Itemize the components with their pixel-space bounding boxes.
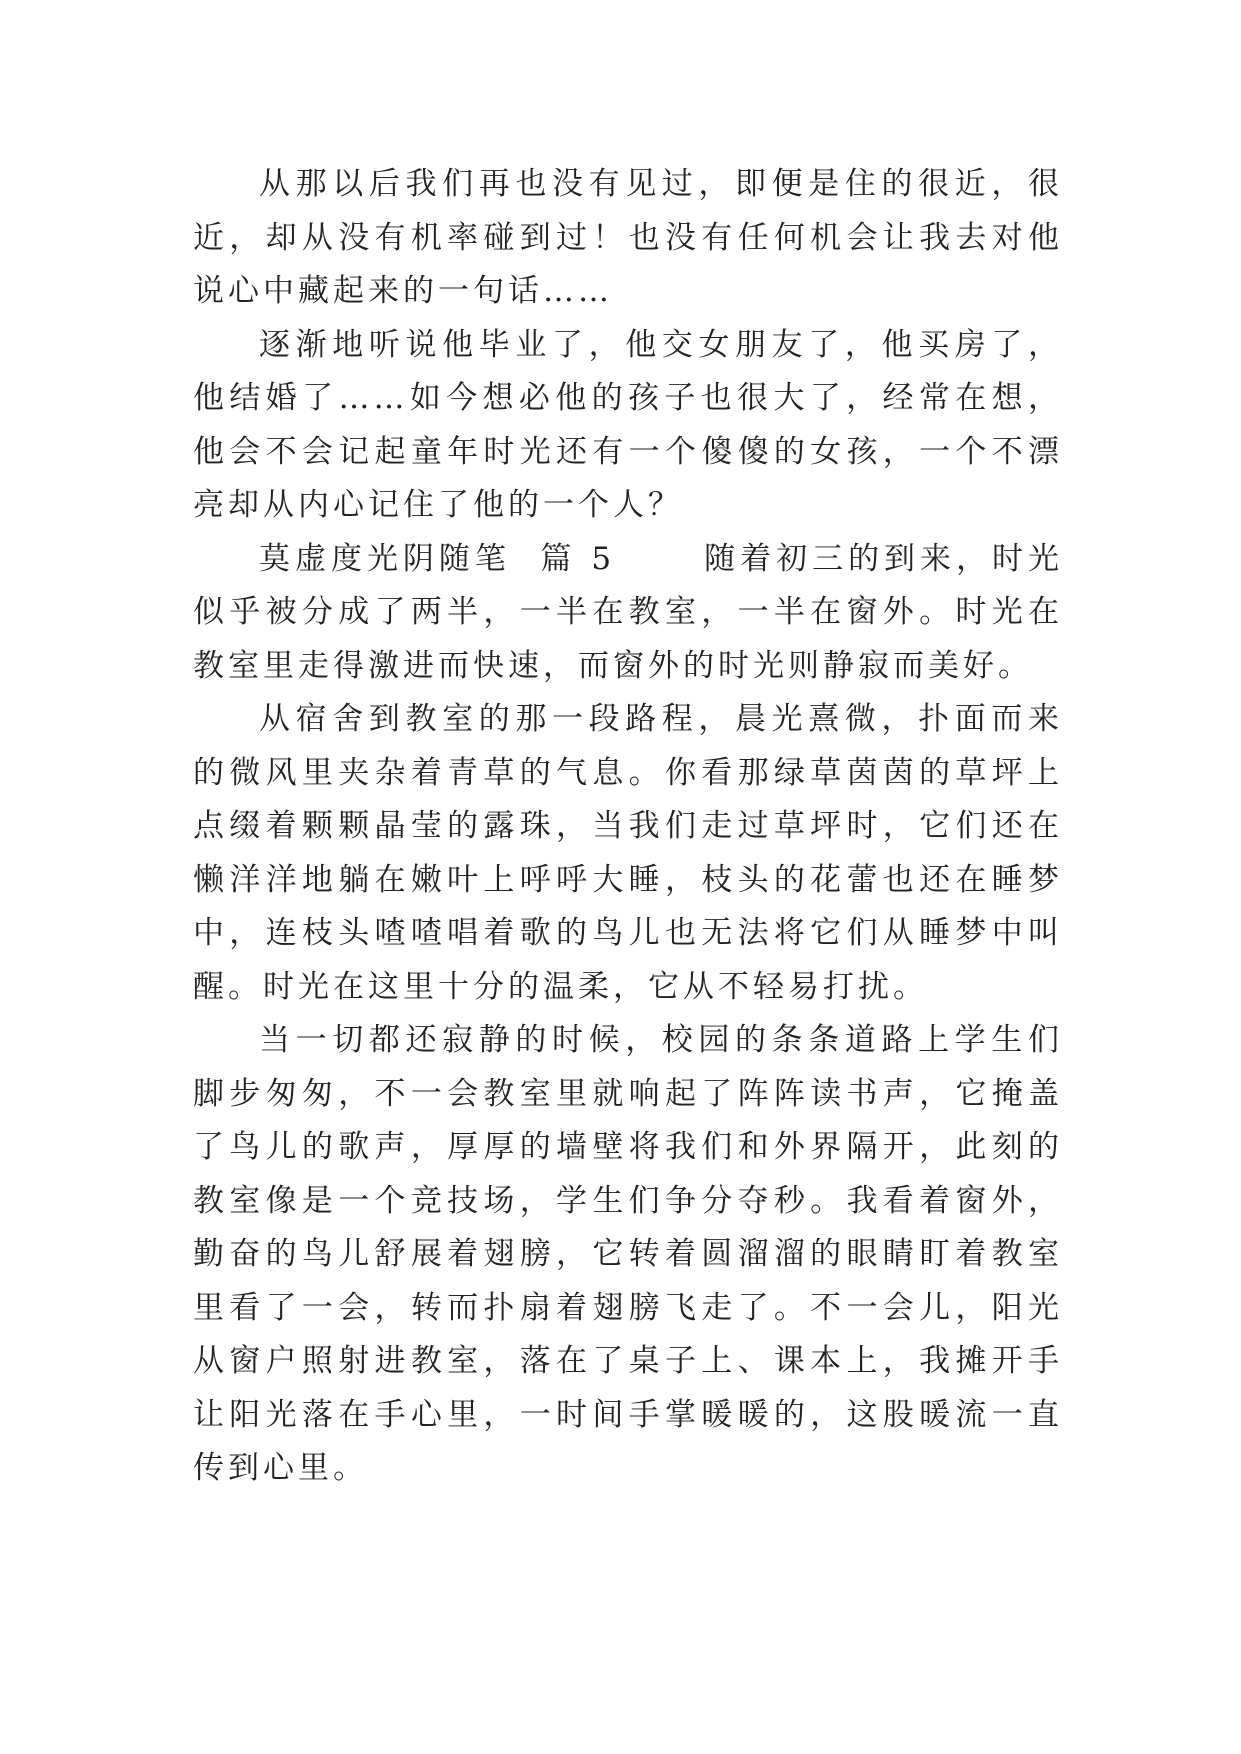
document-body [193,158,1063,1496]
paragraph-5: 当一切都还寂静的时候，校园的条条道路上学生们脚步匆匆，不一会教室里就响起了阵阵读书声，它掩盖了鸟儿的歌声，厚厚的墙壁将我们和外界隔开，此刻的教室像是一个竞技场，学生们争分夺秒。我看着窗外， 勤奋的鸟儿舒展着翅膀，它转着圆溜溜的眼睛盯着教室里看了一会，转而扑扇着翅膀飞走了。不一会儿，阳光从窗户照射进教室，落在了桌子上、课本上，我摊开手让阳光落在手心里，一时间手掌暖暖的，这股暖流一直传到心里。 [193,1022,1063,1486]
paragraph-3: 莫虚度光阴随笔 篇 5 随着初三的到来，时光似乎被分成了两半，一半在教室，一半在窗外。时光在教室里走得激进而快速，而窗外的时光则静寂而美好。 [193,540,1063,684]
paragraph-2: 逐渐地听说他毕业了，他交女朋友了，他买房了，他结婚了……如今想必他的孩子也很大了，经常在想，他会不会记起童年时光还有一个傻傻的女孩，一个不漂亮却从内心记住了他的一个人？ [193,326,1063,523]
paragraph-4: 从宿舍到教室的那一段路程，晨光熹微，扑面而来的微风里夹杂着青草的气息。你看那绿草茵茵的草坪上点缀着颗颗晶莹的露珠，当我们走过草坪时，它们还在懒洋洋地躺在嫩叶上呼呼大睡，枝头的花蕾也还在睡梦中，连枝头喳喳唱着歌的鸟儿也无法将它们从睡梦中叫醒。时光在这里十分的温柔，它从不轻易打扰。 [193,701,1063,1005]
paragraph-1: 从那以后我们再也没有见过，即便是住的很近，很近，却从没有机率碰到过！也没有任何机会让我去对他说心中藏起来的一句话…… [193,166,1063,309]
